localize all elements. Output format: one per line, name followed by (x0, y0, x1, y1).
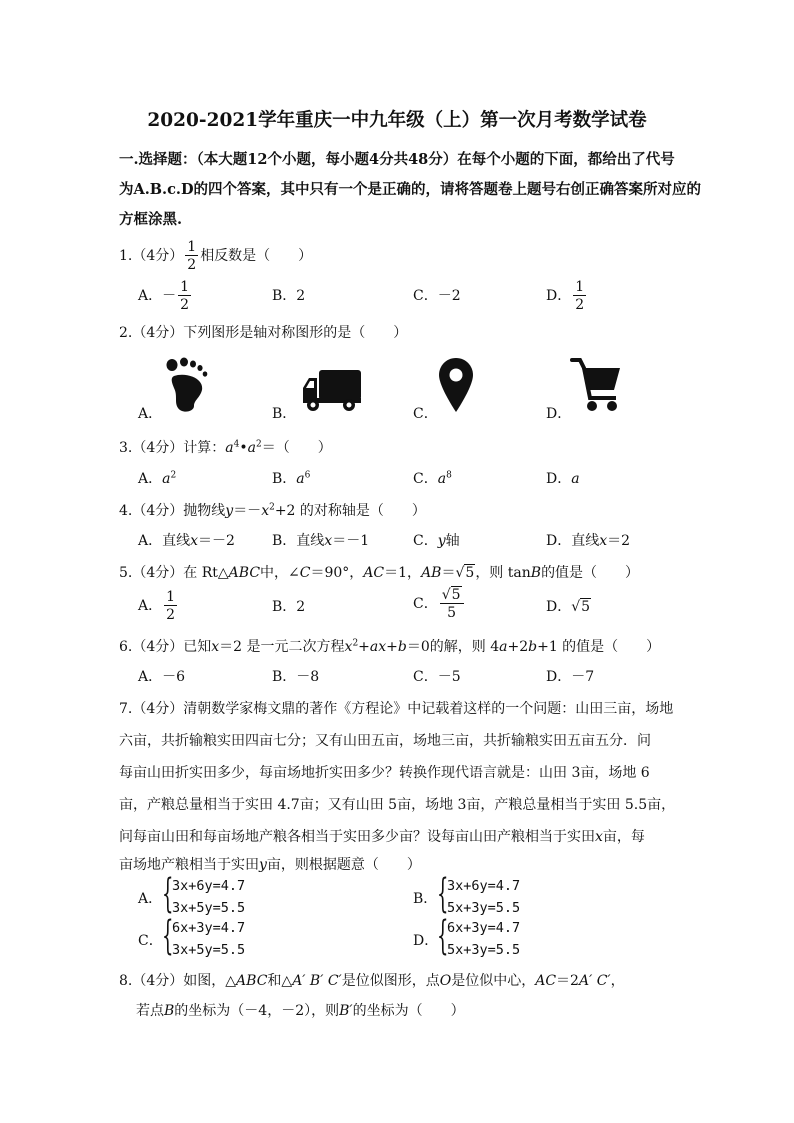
q7-option-b-label[interactable]: B． (413, 891, 438, 907)
q4-option-d[interactable]: D．直线x＝2 (546, 533, 631, 549)
q7-option-b-brace: { (437, 871, 449, 917)
q6-option-d[interactable]: D．－7 (546, 669, 595, 685)
q7-option-d-brace: { (437, 913, 449, 959)
shopping-cart-icon (570, 356, 622, 414)
q1-option-b[interactable]: B．2 (272, 288, 306, 304)
q3-option-d[interactable]: D．a (546, 471, 580, 487)
q7-option-a-eq1: 3x+6y=4.7 (172, 878, 246, 894)
exam-title: 2020-2021学年重庆一中九年级（上）第一次月考数学试卷 (147, 110, 647, 131)
q7-option-b-eq1: 3x+6y=4.7 (447, 878, 521, 894)
section-instruction-line3: 方框涂黑. (119, 211, 183, 228)
question-5: 5.（4分）在 Rt△ABC中，∠C＝90°，AC＝1，AB＝√5，则 tanB的值是（ ） (119, 565, 640, 581)
q7-option-a-brace: { (162, 871, 174, 917)
q3-option-c[interactable]: C．$a^8$ (413, 470, 452, 487)
q6-option-a[interactable]: A．－6 (138, 669, 186, 685)
q1-option-a[interactable]: A．－ $\frac{1}{2}$ (138, 279, 190, 313)
q7-option-d-eq1: 6x+3y=4.7 (447, 920, 521, 936)
q5-option-d[interactable]: D．√5 (546, 599, 591, 615)
q5-option-a[interactable]: A． $\frac{1}{2}$ (138, 589, 176, 623)
truck-icon (301, 368, 363, 412)
q1-option-d[interactable]: D． $\frac{1}{2}$ (546, 279, 585, 313)
question-6: 6.（4分）已知x＝2 是一元二次方程$x^2+ax+b=0$的解，则 4a+2b+1 的值是（ ） (119, 638, 661, 655)
q4-option-a[interactable]: A．直线x＝－2 (138, 533, 235, 549)
question-8-line2: 若点B的坐标为（－4，－2），则B′的坐标为（ ） (136, 1003, 465, 1019)
question-7-line5: 问每亩山田和每亩场地产粮各相当于实田多少亩？设每亩山田产粮相当于实田x亩，每 (119, 829, 645, 845)
q7-option-b-eq2: 5x+3y=5.5 (447, 900, 521, 916)
q7-option-d-label[interactable]: D． (413, 933, 439, 949)
q2-option-c[interactable]: C． (413, 406, 438, 422)
q7-option-c-brace: { (162, 913, 174, 959)
section-instruction-line1: 一.选择题：（本大题12个小题，每小题4分共48分）在每个小题的下面，都给出了代号 (119, 151, 675, 168)
question-1: 1.（4分） $\frac{1}{2}$ 相反数是（ ） (119, 239, 313, 273)
q7-option-c-eq2: 3x+5y=5.5 (172, 942, 246, 958)
question-2: 2.（4分）下列图形是轴对称图形的是（ ） (119, 325, 408, 341)
q4-option-b[interactable]: B．直线x＝－1 (272, 533, 370, 549)
footprint-icon (164, 356, 214, 414)
q7-option-c-label[interactable]: C． (138, 933, 163, 949)
question-7-line2: 六亩，共折输粮实田四亩七分；又有山田五亩，场地三亩，共折输粮实田五亩五分．问 (119, 733, 651, 749)
question-7-line3: 每亩山田折实田多少，每亩场地折实田多少？转换作现代语言就是：山田 3亩，场地 6 (119, 765, 650, 781)
q7-option-a-eq2: 3x+5y=5.5 (172, 900, 246, 916)
q5-option-c[interactable]: C． $\frac{√5}{5}$ (413, 588, 466, 620)
q4-option-c[interactable]: C．y轴 (413, 533, 460, 549)
section-instruction-line2: 为A.B.c.D的四个答案，其中只有一个是正确的，请将答题卷上题号右创正确答案所对应的 (119, 181, 702, 198)
question-7-line1: 7.（4分）清朝数学家梅文鼎的著作《方程论》中记载着这样的一个问题：山田三亩，场地 (119, 701, 674, 717)
question-3: 3.（4分）计算：$a^4•a^2=$（ ） (119, 439, 332, 456)
question-4: 4.（4分）抛物线$y=-x^2+2$ 的对称轴是（ ） (119, 502, 426, 519)
question-8-line1: 8.（4分）如图，△ABC和△A′ B′ C′是位似图形，点O是位似中心，AC＝2A′ C′， (119, 973, 625, 989)
fraction-one-half: $\frac{1}{2}$ (187, 239, 197, 273)
q6-option-b[interactable]: B．－8 (272, 669, 320, 685)
q2-option-d[interactable]: D． (546, 406, 572, 422)
q2-option-b[interactable]: B． (272, 406, 297, 422)
q1-option-c[interactable]: C．－2 (413, 288, 461, 304)
q6-option-c[interactable]: C．－5 (413, 669, 461, 685)
q3-option-a[interactable]: A．$a^2$ (138, 470, 177, 487)
q7-option-c-eq1: 6x+3y=4.7 (172, 920, 246, 936)
q7-option-d-eq2: 5x+3y=5.5 (447, 942, 521, 958)
question-7-line4: 亩，产粮总量相当于实田 4.7亩；又有山田 5亩，场地 3亩，产粮总量相当于实田 5.5亩， (119, 797, 676, 813)
question-7-line6: 亩场地产粮相当于实田y亩，则根据题意（ ） (119, 857, 421, 873)
q3-option-b[interactable]: B．$a^6$ (272, 470, 311, 487)
q7-option-a-label[interactable]: A． (138, 891, 163, 907)
q5-option-b[interactable]: B．2 (272, 599, 306, 615)
q2-option-a[interactable]: A． (138, 406, 163, 422)
map-pin-icon (437, 356, 475, 414)
